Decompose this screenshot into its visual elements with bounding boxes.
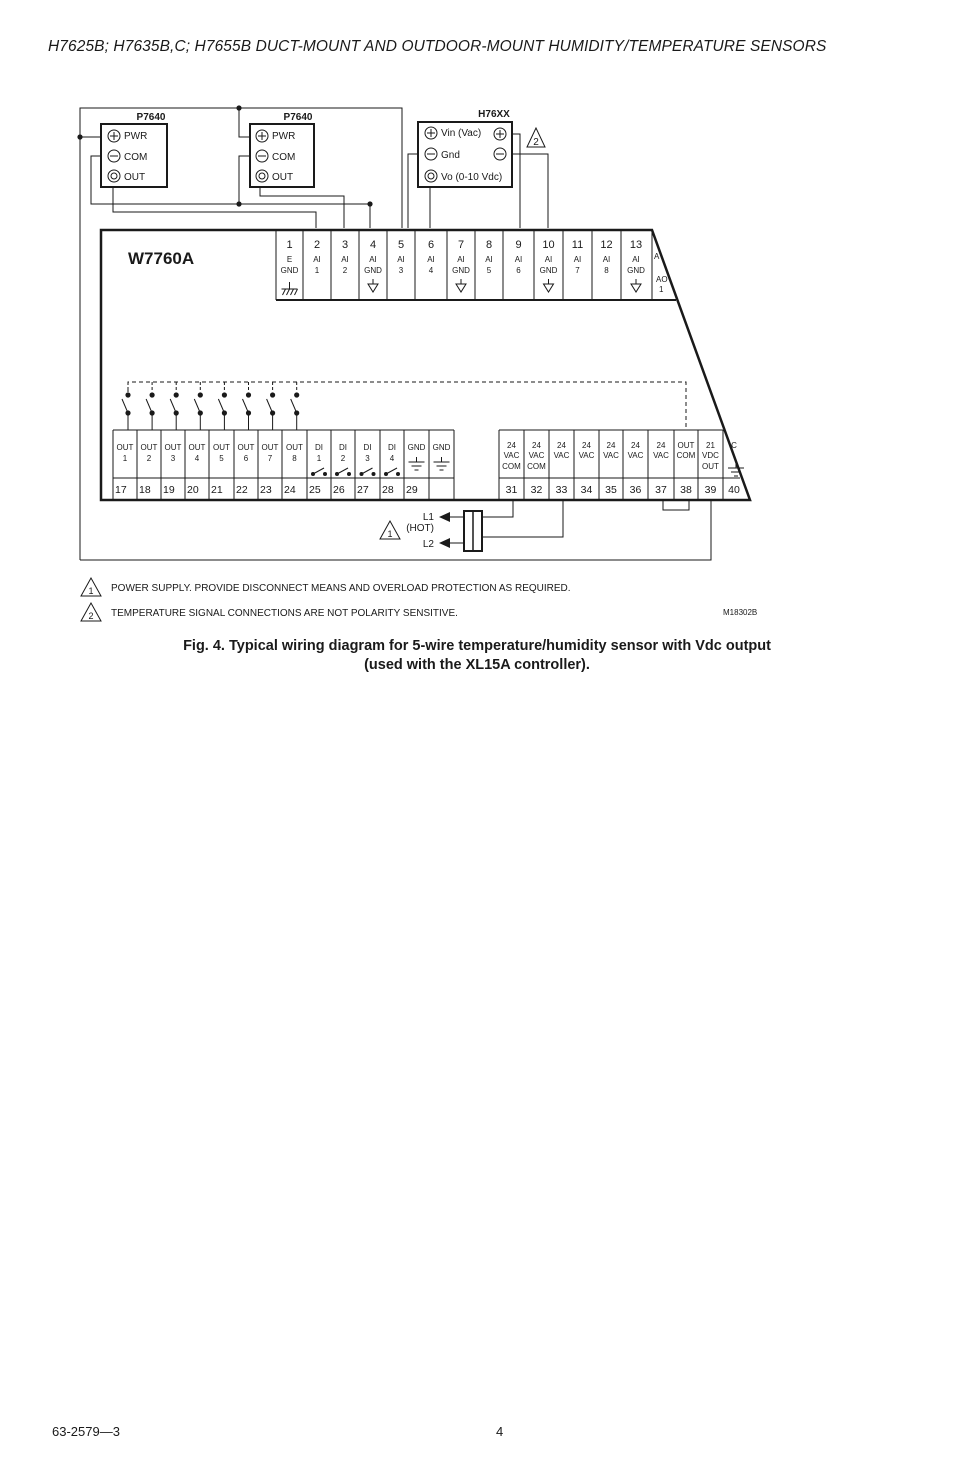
svg-text:6: 6: [516, 266, 521, 275]
svg-text:AI: AI: [341, 255, 349, 264]
svg-text:6: 6: [243, 454, 249, 463]
svg-text:DI: DI: [363, 443, 372, 452]
bottom-terminal: [258, 430, 279, 500]
sensor-3-title: H76XX: [478, 109, 510, 120]
svg-text:6: 6: [427, 239, 435, 251]
relay-contact: [218, 382, 227, 430]
svg-text:VDC: VDC: [702, 451, 719, 460]
svg-text:COM: COM: [272, 152, 296, 163]
top-terminal: [563, 230, 583, 300]
bottom-terminal: [331, 430, 351, 500]
svg-text:E: E: [286, 255, 293, 264]
svg-text:3: 3: [170, 454, 176, 463]
relay-contact: [243, 382, 252, 430]
svg-text:1: 1: [122, 454, 128, 463]
svg-text:VAC: VAC: [553, 451, 570, 460]
relay-contact: [291, 382, 300, 430]
svg-text:40: 40: [728, 484, 740, 496]
svg-text:8: 8: [485, 239, 493, 251]
svg-text:GND: GND: [432, 443, 451, 452]
svg-text:1: 1: [286, 239, 293, 251]
minus-icon: [494, 148, 506, 160]
ground-icon: [409, 457, 425, 470]
svg-text:12: 12: [600, 239, 613, 251]
sensor-1-title: P7640: [136, 112, 166, 123]
svg-text:5: 5: [397, 239, 405, 251]
svg-text:OUT: OUT: [188, 443, 206, 452]
svg-text:17: 17: [115, 484, 127, 496]
svg-text:7: 7: [457, 239, 465, 251]
switch-icon: [384, 468, 400, 476]
svg-text:Vin (Vac): Vin (Vac): [441, 128, 482, 139]
svg-text:GND: GND: [364, 266, 382, 275]
svg-text:OUT: OUT: [237, 443, 255, 452]
svg-text:VAC: VAC: [603, 451, 619, 460]
svg-text:2: 2: [313, 239, 321, 251]
svg-text:24: 24: [606, 441, 616, 450]
svg-text:21: 21: [706, 441, 715, 450]
plus-icon: [494, 128, 506, 140]
svg-text:GND: GND: [539, 266, 558, 275]
bottom-terminal: [185, 430, 206, 500]
svg-text:38: 38: [680, 484, 692, 496]
minus-icon: [425, 148, 437, 160]
svg-text:AI: AI: [369, 255, 377, 264]
svg-text:31: 31: [505, 484, 518, 496]
svg-text:AI: AI: [397, 255, 405, 264]
drawing-id: M18302B: [723, 608, 758, 617]
svg-text:34: 34: [580, 484, 593, 496]
ground-icon: [631, 284, 641, 292]
relay-contact: [146, 382, 155, 430]
wiring-diagram: [0, 0, 954, 640]
top-terminal-strip: [276, 230, 676, 300]
svg-text:Gnd: Gnd: [441, 150, 460, 161]
svg-text:26: 26: [333, 484, 345, 496]
svg-text:DI: DI: [388, 443, 396, 452]
svg-text:28: 28: [382, 484, 394, 496]
bottom-terminal: [674, 430, 696, 500]
top-terminal: [592, 230, 613, 300]
svg-text:OUT: OUT: [702, 462, 719, 471]
bottom-terminal: [404, 430, 426, 500]
top-terminal: [303, 230, 321, 300]
top-terminal: [387, 230, 405, 300]
svg-text:AI: AI: [514, 255, 523, 264]
svg-text:20: 20: [187, 484, 199, 496]
note-1-text: POWER SUPPLY. PROVIDE DISCONNECT MEANS AND OVERLOAD PROTECTION AS REQUIRED.: [111, 583, 571, 594]
figure-caption-line-1: Fig. 4. Typical wiring diagram for 5-wire temperature/humidity sensor with Vdc output: [183, 638, 771, 654]
plus-icon: [425, 127, 437, 139]
top-terminal: [621, 230, 645, 300]
top-terminal: [359, 230, 382, 300]
svg-text:7: 7: [575, 266, 580, 275]
svg-text:GND: GND: [407, 443, 426, 452]
svg-text:GND: GND: [280, 266, 299, 275]
svg-text:AI: AI: [602, 255, 611, 264]
svg-text:OUT: OUT: [124, 172, 146, 183]
svg-text:3: 3: [365, 454, 370, 463]
svg-text:A: A: [654, 252, 660, 261]
svg-text:VAC: VAC: [528, 451, 545, 460]
relay-switches: [122, 382, 299, 430]
svg-text:2: 2: [342, 266, 348, 275]
svg-text:(HOT): (HOT): [406, 523, 434, 534]
earth-ground-icon: [282, 282, 298, 295]
svg-text:PWR: PWR: [124, 131, 148, 142]
top-terminal: [534, 230, 558, 300]
svg-text:7: 7: [267, 454, 273, 463]
svg-text:COM: COM: [502, 462, 521, 471]
relay-contact: [267, 382, 276, 430]
bottom-terminal: [623, 430, 644, 500]
svg-text:13: 13: [629, 239, 643, 251]
svg-text:OUT: OUT: [164, 443, 182, 452]
bottom-terminal: [161, 430, 182, 500]
output-icon: [108, 170, 120, 182]
svg-text:AI: AI: [457, 255, 465, 264]
svg-text:OUT: OUT: [677, 441, 695, 450]
switch-icon: [311, 468, 327, 476]
plus-icon: [108, 130, 120, 142]
svg-text:AI: AI: [313, 255, 321, 264]
page-header: H7625B; H7635B,C; H7655B DUCT-MOUNT AND OUTDOOR-MOUNT HUMIDITY/TEMPERATURE SENSORS: [48, 38, 827, 55]
svg-text:24: 24: [631, 441, 640, 450]
bottom-terminal: [355, 430, 376, 500]
bottom-terminal: [499, 430, 521, 500]
svg-text:4: 4: [369, 239, 377, 251]
svg-text:19: 19: [163, 484, 175, 496]
note-2-text: TEMPERATURE SIGNAL CONNECTIONS ARE NOT POLARITY SENSITIVE.: [111, 608, 458, 619]
sensor-h76xx: [418, 109, 512, 187]
sensor-2-title: P7640: [283, 112, 313, 123]
bottom-terminal: [524, 430, 546, 500]
svg-text:1: 1: [659, 285, 664, 294]
svg-text:2: 2: [146, 454, 152, 463]
bottom-terminal: [429, 430, 451, 500]
controller-label: W7760A: [128, 249, 195, 268]
svg-text:35: 35: [605, 484, 617, 496]
svg-text:22: 22: [236, 484, 248, 496]
ground-icon: [368, 284, 378, 292]
bottom-terminal: [380, 430, 400, 500]
svg-text:33: 33: [555, 484, 568, 496]
svg-text:5: 5: [486, 266, 492, 275]
svg-text:24: 24: [284, 484, 296, 496]
transformer: [380, 511, 482, 551]
output-icon: [425, 170, 437, 182]
svg-text:DI: DI: [339, 443, 347, 452]
top-terminal: [503, 230, 522, 300]
svg-text:L1: L1: [422, 512, 434, 523]
bottom-terminal: [113, 430, 134, 500]
svg-text:L2: L2: [422, 539, 434, 550]
top-terminal: [276, 230, 299, 300]
wire-junctions: [77, 105, 372, 206]
sensor-p7640-1: [101, 112, 167, 187]
svg-text:COM: COM: [124, 152, 148, 163]
ground-icon: [456, 284, 466, 292]
top-terminal: [415, 230, 435, 300]
relay-contact: [194, 382, 203, 430]
svg-text:OUT: OUT: [213, 443, 230, 452]
svg-text:VAC: VAC: [653, 451, 669, 460]
minus-icon: [108, 150, 120, 162]
svg-text:OUT: OUT: [140, 443, 158, 452]
svg-text:1: 1: [316, 454, 322, 463]
svg-text:24: 24: [582, 441, 591, 450]
svg-text:Vo (0-10 Vdc): Vo (0-10 Vdc): [441, 172, 503, 183]
svg-text:36: 36: [629, 484, 642, 496]
sensor-p7640-2: [250, 112, 314, 187]
svg-text:4: 4: [389, 454, 395, 463]
bottom-terminal: [234, 430, 255, 500]
svg-text:3: 3: [341, 239, 349, 251]
bottom-terminal: [282, 430, 303, 500]
relay-contact: [122, 382, 131, 430]
bottom-terminal: [574, 430, 595, 500]
svg-text:1: 1: [314, 266, 320, 275]
output-icon: [256, 170, 268, 182]
bottom-terminal: [549, 430, 570, 500]
svg-text:AI: AI: [485, 255, 493, 264]
svg-text:DI: DI: [315, 443, 323, 452]
svg-text:24: 24: [557, 441, 566, 450]
svg-text:8: 8: [604, 266, 609, 275]
svg-text:39: 39: [704, 484, 717, 496]
svg-text:COM: COM: [527, 462, 546, 471]
svg-text:AI: AI: [427, 255, 435, 264]
relay-contact: [170, 382, 179, 430]
svg-text:AI: AI: [573, 255, 582, 264]
svg-text:OUT: OUT: [261, 443, 279, 452]
svg-text:24: 24: [656, 441, 666, 450]
svg-text:1: 1: [387, 529, 393, 539]
svg-text:29: 29: [406, 484, 418, 496]
svg-text:AI: AI: [632, 255, 640, 264]
ground-icon: [544, 284, 554, 292]
svg-text:OUT: OUT: [272, 172, 294, 183]
bottom-terminal: [648, 430, 669, 500]
switch-icon: [360, 468, 376, 476]
bottom-terminal: [599, 430, 619, 500]
document-number: 63-2579—3: [52, 1424, 120, 1439]
svg-text:21: 21: [211, 484, 223, 496]
bottom-terminal: [137, 430, 158, 500]
svg-text:18: 18: [139, 484, 151, 496]
svg-text:AI: AI: [544, 255, 553, 264]
bottom-terminal: [698, 430, 719, 500]
svg-text:COM: COM: [676, 451, 696, 460]
svg-text:9: 9: [515, 239, 522, 251]
figure-caption-line-2: (used with the XL15A controller).: [364, 657, 590, 673]
svg-text:2: 2: [340, 454, 346, 463]
svg-text:2: 2: [88, 611, 94, 621]
page-number: 4: [496, 1424, 504, 1439]
ground-icon: [434, 457, 450, 470]
switch-icon: [335, 468, 351, 476]
svg-text:11: 11: [571, 239, 584, 251]
svg-text:C: C: [731, 441, 737, 450]
bottom-left-terminal-strip: [113, 430, 454, 500]
svg-text:PWR: PWR: [272, 131, 296, 142]
svg-text:32: 32: [530, 484, 543, 496]
arrow-left-icon: [439, 512, 450, 522]
svg-text:OUT: OUT: [116, 443, 134, 452]
plus-icon: [256, 130, 268, 142]
svg-text:VAC: VAC: [627, 451, 644, 460]
top-terminal: [475, 230, 493, 300]
svg-text:8: 8: [292, 454, 297, 463]
svg-text:10: 10: [542, 239, 555, 251]
relay-dashed-line: [128, 382, 686, 430]
bottom-terminal: [209, 430, 230, 500]
svg-text:GND: GND: [452, 266, 470, 275]
notes: [81, 578, 757, 621]
svg-text:23: 23: [260, 484, 272, 496]
svg-text:37: 37: [655, 484, 667, 496]
svg-text:OUT: OUT: [286, 443, 303, 452]
svg-text:2: 2: [533, 137, 539, 148]
svg-text:3: 3: [398, 266, 404, 275]
svg-text:VAC: VAC: [503, 451, 520, 460]
svg-text:25: 25: [309, 484, 321, 496]
svg-text:VAC: VAC: [578, 451, 595, 460]
svg-text:4: 4: [428, 266, 434, 275]
note-2-marker: [527, 128, 545, 148]
svg-text:AO: AO: [656, 275, 668, 284]
svg-text:5: 5: [219, 454, 224, 463]
arrow-left-icon: [439, 538, 450, 548]
minus-icon: [256, 150, 268, 162]
bottom-terminal: [307, 430, 327, 500]
svg-text:1: 1: [88, 586, 94, 596]
svg-text:24: 24: [532, 441, 541, 450]
svg-text:27: 27: [357, 484, 369, 496]
svg-text:GND: GND: [627, 266, 645, 275]
top-terminal: [447, 230, 470, 300]
top-terminal: [331, 230, 349, 300]
svg-text:4: 4: [194, 454, 200, 463]
bottom-right-terminal-strip: [499, 430, 744, 500]
svg-text:24: 24: [507, 441, 516, 450]
